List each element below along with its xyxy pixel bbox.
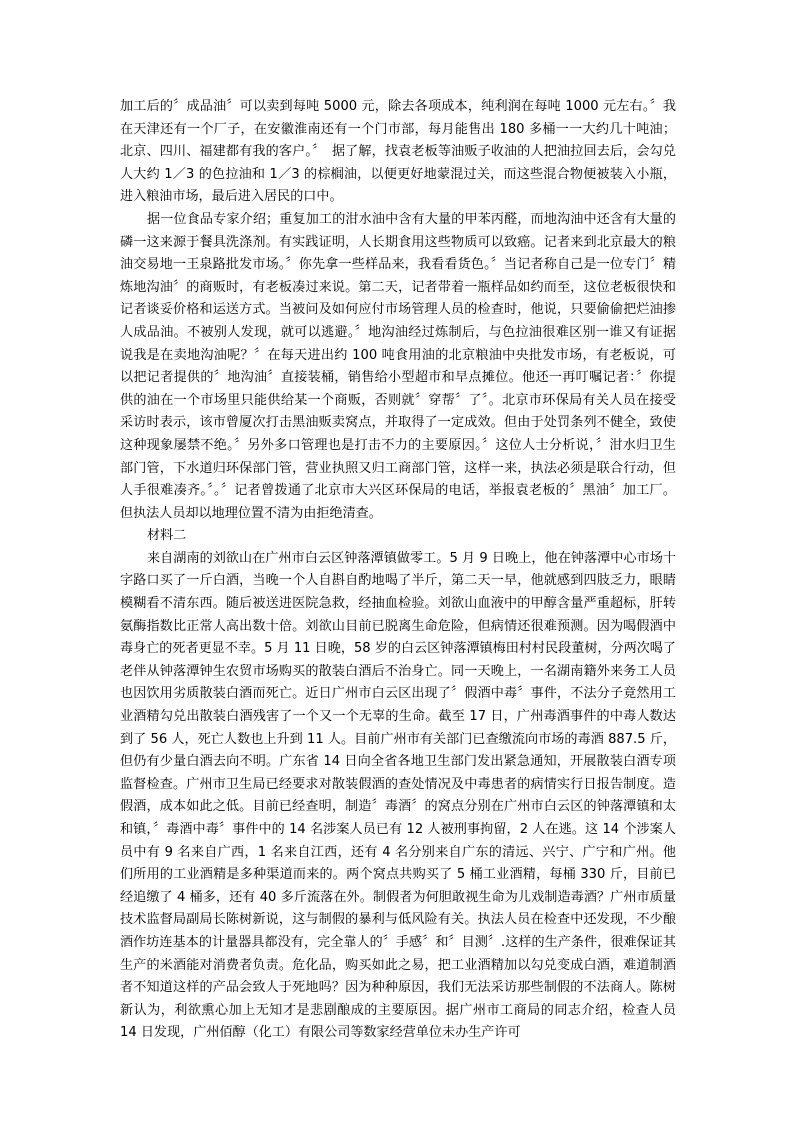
body-paragraph-1: 加工后的〞成品油〞可以卖到每吨 5000 元，除去各项成本，纯利润在每吨 1000 元左右。〞我在天津还有一个厂子，在安徽淮南还有一个门市部，每月能售出 180 多桶一一大约几十吨油；北京、四川、福建都有我的客户。〞 据了解，找袁老板等油贩子收油的人把油拉回去后，会勾兑人大约 1／3 的色拉油和 1／3 的棕榈油，以便更好地蒙混过关，而这些混合物便被装入小瓶，进入粮油市场，最后进入居民的口中。 <box>120 99 676 205</box>
section-heading-material-2: 材料二 <box>147 528 187 544</box>
body-paragraph-3: 来自湖南的刘欲山在广州市白云区钟落潭镇做零工。5 月 9 日晚上，他在钟落潭中心市场十字路口买了一斤白酒，当晚一个人自斟自酌地喝了半斤，第二天一早，他就感到四肢乏力，眼睛模糊看不清东西。随后被送进医院急救，经抽血检验。刘欲山血液中的甲醇含量严重超标，肝转氨酶指数比正常人高出数十倍。刘欲山目前已脱离生命危险，但病情还很难预测。因为喝假酒中毒身亡的死者更显不幸。5 月 11 日晚，58 岁的白云区钟落潭镇梅田村村民段董树，分两次喝了老伴从钟落潭钟生农贸市场购买的散装白酒后不治身亡。同一天晚上，一名湖南籍外来务工人员也因饮用劣质散装白酒而死亡。近日广州市白云区出现了〞假酒中毒〞事件，不法分子竟然用工业酒精勾兑出散装白酒残害了一个又一个无辜的生命。截至 17 日，广州毒酒事件的中毒人数达到了 56 人，死亡人数也上升到 11 人。目前广州市有关部门已查缴流向市场的毒酒 887.5 斤，但仍有少量白酒去向不明。广东省 14 日向全省各地卫生部门发出紧急通知，开展散装白酒专项监督检查。广州市卫生局已经要求对散装假酒的查处情况及中毒患者的病情实行日报告制度。造假酒，成本如此之低。目前已经查明，制造〞毒酒〞的窝点分别在广州市白云区的钟落潭镇和太和镇，〞毒酒中毒〞事件中的 14 名涉案人员已有 12 人被刑事拘留，2 人在逃。这 14 个涉案人员中有 9 名来自广西，1 名来自江西，还有 4 名分别来自广东的清远、兴宁、广宁和广州。他们所用的工业酒精是多种渠道而来的。两个窝点共购买了 5 桶工业酒精，每桶 330 斤，目前已经追缴了 4 桶多，还有 40 多斤流落在外。制假者为何胆敢视生命为儿戏制造毒酒？广州市质量技术监督局副局长陈树新说，这与制假的暴利与低风险有关。执法人员在检查中还发现，不少酿酒作坊连基本的计量器具都没有，完全靠人的〞手感〞和〞目测〞.这样的生产条件，很难保证其生产的米酒能对消费者负责。危化品，购买如此之易，把工业酒精加以勾兑变成白酒，难道制酒者不知道这样的产品会致人于死地吗？因为种种原因，我们无法采访那些制假的不法商人。陈树新认为，利欲熏心加上无知才是悲剧酿成的主要原因。据广州市工商局的同志介绍，检查人员 14 日发现，广州佰醇（化工）有限公司等数家经营单位未办生产许可 <box>120 550 676 1041</box>
body-paragraph-2: 据一位食品专家介绍；重复加工的泔水油中含有大量的甲苯丙醛，而地沟油中还含有大量的磷一这来源于餐具洗涤剂。有实践证明，人长期食用这些物质可以致癌。记者来到北京最大的粮油交易地一王泉路批发市场。〞你先拿一些样品来，我看看货色。〞当记者称自己是一位专门〞精炼地沟油〞的商贩时，有老板凑过来说。第二天，记者带着一瓶样品如约而至，这位老板很快和记者谈妥价格和运送方式。当被问及如何应付市场管理人员的检查时，他说，只要偷偷把烂油掺人成品油。不被别人发现，就可以逃避。〞地沟油经过炼制后，与色拉油很难区别一谁又有证据说我是在卖地沟油呢？〞在每天进出约 100 吨食用油的北京粮油中央批发市场，有老板说，可以把记者提供的〞地沟油〞直接装桶，销售给小型超市和早点摊位。他还一再叮嘱记者：〞你提供的油在一个市场里只能供给某一个商贩，否则就〞穿帮〞了〞。北京市环保局有关人员在接受采访时表示，该市曾厦次打击黑油贩卖窝点，并取得了一定成效。但由于处罚条列不健全，致使这种现象屡禁不绝。〞另外多口管理也是打击不力的主要原因。〞这位人士分析说，〞泔水归卫生部门管，下水道归环保部门管，营业执照又归工商部门管，这样一来，执法必须是联合行动，但人手很难凑齐。〞。〞记者曾拨通了北京市大兴区环保局的电话，举报袁老板的〞黑油〞加工厂。但执法人员却以地理位置不清为由拒绝清查。 <box>120 211 676 521</box>
document-page <box>120 96 676 1045</box>
